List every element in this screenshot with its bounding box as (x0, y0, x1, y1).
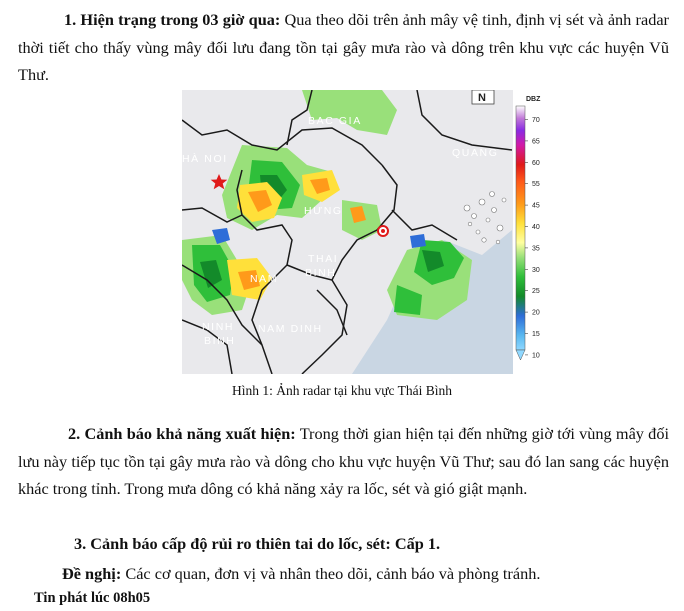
radar-station-icon (378, 226, 388, 236)
section-current-status-body: Qua theo dõi trên ảnh mây vệ tinh, định vị sét và ảnh radar thời tiết cho thấy vùng mây đối lưu đang tồn tại gây mưa rào và dông trên khu vực các huyện Vũ Thư. (18, 10, 669, 84)
section-warning-heading: 2. Cảnh báo khả năng xuất hiện: (68, 424, 296, 443)
issue-time: Tin phát lúc 08h05 (34, 590, 151, 606)
section-current-status (18, 6, 669, 89)
legend-tick-label: 60 (532, 159, 540, 167)
legend-tick-label: 10 (532, 352, 540, 360)
legend-tick-label: 45 (532, 202, 540, 210)
radar-image (182, 90, 548, 374)
section-warning (18, 420, 669, 503)
figure-caption: Hình 1: Ảnh radar tại khu vực Thái Bình (231, 383, 453, 398)
islands (464, 192, 506, 244)
north-label: N (478, 92, 486, 104)
section-risk-level-heading: 3. Cảnh báo cấp độ rủi ro thiên tai do lốc, sét: Cấp 1. (74, 534, 441, 553)
legend-tick-label: 65 (532, 138, 540, 146)
legend-unit: DBZ (526, 96, 541, 103)
section-warning-body: Trong thời gian hiện tại đến những giờ tới vùng mây đối lưu này tiếp tục tồn tại gây mưa rào và dông cho khu vực huyện Vũ Thư; sau đó lan sang các huyện khác trong tỉnh. Trong mưa dông có khả năng xảy ra lốc, sét và gió giật mạnh. (18, 424, 669, 498)
label-ninh-binh-1: NINH (202, 321, 235, 333)
north-arrow-icon (472, 90, 494, 104)
label-ha-nam: NAM (250, 273, 279, 285)
legend-tick-label: 25 (532, 288, 540, 296)
label-nam-dinh: NAM DINH (258, 323, 323, 335)
suggestion-label: Đề nghị: (62, 564, 122, 583)
label-quang: QUANG (452, 147, 499, 159)
section-current-status-heading: 1. Hiện trạng trong 03 giờ qua: (64, 10, 281, 29)
label-hung-yen: HƯNG (304, 205, 343, 217)
dbz-legend (513, 90, 548, 374)
legend-tick-label: 30 (532, 266, 540, 274)
legend-tick-label: 55 (532, 181, 540, 189)
hanoi-star-icon (211, 174, 228, 189)
label-ninh-binh-2: BINH (204, 335, 236, 347)
legend-tick-label: 35 (532, 245, 540, 253)
label-ha-noi: HÀ NOI (182, 153, 228, 165)
legend-tick-label: 15 (532, 331, 540, 338)
section-risk-level (18, 530, 669, 558)
label-thai-binh-1: THAI (308, 253, 339, 265)
legend-tick-label: 70 (532, 117, 540, 124)
label-bac-giang: BAC GIA (308, 115, 362, 127)
suggestion-body: Các cơ quan, đơn vị và nhân theo dõi, cảnh báo và phòng tránh. (121, 564, 541, 583)
label-thai-binh-2: BINH (305, 267, 337, 279)
suggestion (62, 562, 540, 586)
legend-tick-label: 20 (532, 309, 540, 317)
legend-tick-label: 40 (532, 224, 540, 231)
